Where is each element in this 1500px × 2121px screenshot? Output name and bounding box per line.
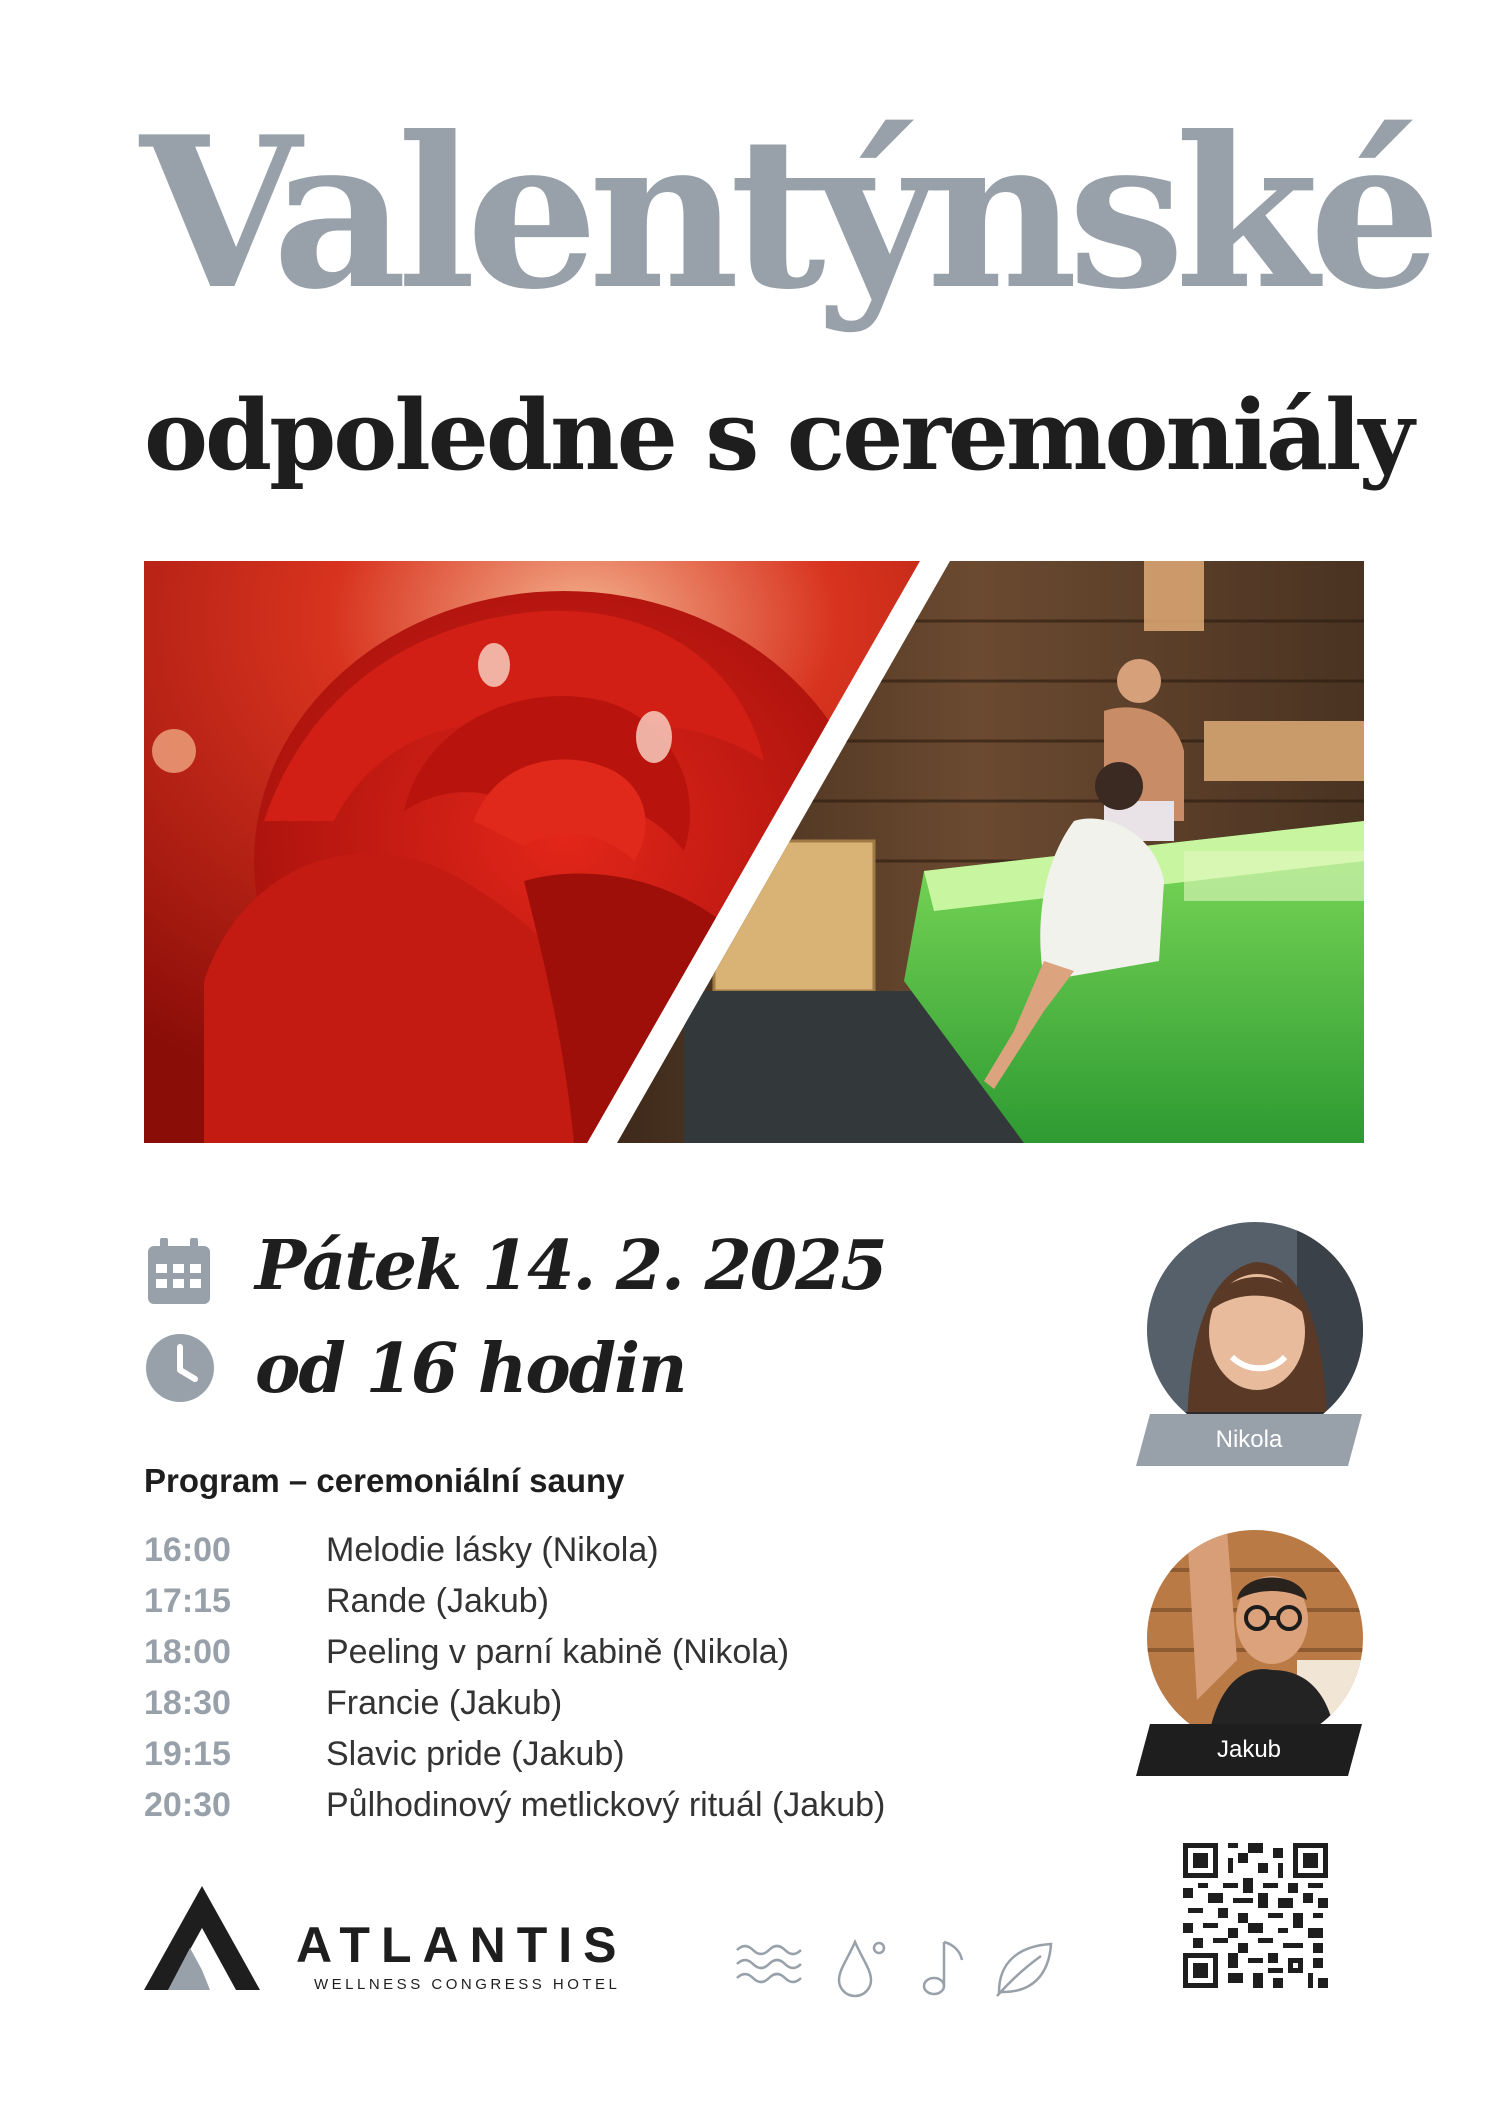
schedule-row: [144, 1525, 1044, 1576]
schedule-name: Slavic pride (Jakub): [326, 1735, 625, 1773]
schedule-row: [144, 1627, 1044, 1678]
schedule-row: [144, 1780, 1044, 1831]
schedule-name: Půlhodinový metlickový rituál (Jakub): [326, 1786, 886, 1824]
schedule-name: Rande (Jakub): [326, 1582, 550, 1620]
host-name: Nikola: [1215, 1426, 1283, 1453]
host-name: Jakub: [1216, 1736, 1282, 1763]
schedule-row: [144, 1576, 1044, 1627]
schedule-time: 20:30: [144, 1786, 231, 1824]
title-line-1: Valentýnské: [140, 92, 1432, 336]
atlantis-logo: [144, 1886, 260, 1990]
photo-collage: [144, 561, 1364, 1143]
clock-icon: [145, 1333, 215, 1403]
qr-code[interactable]: [1183, 1843, 1328, 1988]
schedule-name: Peeling v parní kabině (Nikola): [326, 1633, 790, 1671]
leaf-icon: [993, 1938, 1055, 1998]
schedule-time: 17:15: [144, 1582, 231, 1620]
schedule-row: [144, 1729, 1044, 1780]
water-drop-icon: [833, 1938, 891, 1998]
schedule-name: Francie (Jakub): [326, 1684, 563, 1722]
schedule-time: 18:30: [144, 1684, 231, 1722]
schedule-name: Melodie lásky (Nikola): [326, 1531, 659, 1569]
event-time: od 16 hodin: [255, 1329, 686, 1409]
schedule-row: [144, 1678, 1044, 1729]
title-line-2: odpoledne s ceremoniály: [144, 379, 1412, 492]
calendar-icon: [148, 1238, 210, 1304]
event-date: Pátek 14. 2. 2025: [255, 1226, 886, 1306]
waves-icon: [735, 1938, 805, 1998]
host-name-tag: [1136, 1414, 1362, 1466]
schedule-time: 19:15: [144, 1735, 231, 1773]
schedule-time: 16:00: [144, 1531, 231, 1569]
music-note-icon: [920, 1938, 966, 1998]
host-portrait-nikola: [1147, 1222, 1363, 1438]
host-portrait-jakub: [1147, 1530, 1363, 1746]
program-schedule: [144, 1525, 1044, 1831]
program-heading: Program – ceremoniální sauny: [144, 1462, 625, 1499]
brand-name: ATLANTIS: [296, 1917, 628, 1973]
schedule-time: 18:00: [144, 1633, 231, 1671]
host-name-tag: [1136, 1724, 1362, 1776]
brand-tagline: WELLNESS CONGRESS HOTEL: [314, 1976, 621, 1993]
